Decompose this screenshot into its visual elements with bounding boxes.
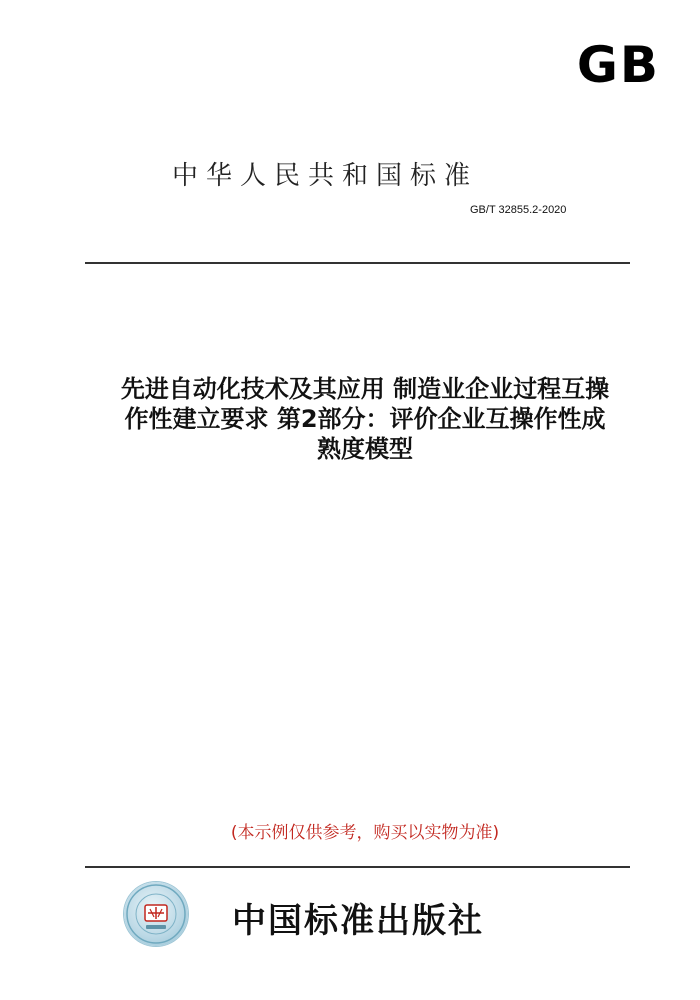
document-title: 先进自动化技术及其应用 制造业企业过程互操 作性建立要求 第2部分：评价企业互操作性成 熟度模型 (120, 375, 610, 463)
gb-logo: GB (576, 36, 660, 94)
sample-disclaimer: (本示例仅供参考，购买以实物为准) (230, 823, 500, 843)
seal-graphic (124, 882, 188, 946)
bottom-divider (85, 866, 630, 868)
publisher-name: 中国标准出版社 (232, 901, 484, 941)
standard-number: GB/T 32855.2-2020 (470, 204, 567, 216)
national-standard-heading: 中华人民共和国标准 (171, 161, 478, 191)
top-divider (85, 262, 630, 264)
publisher-seal-icon (124, 882, 188, 946)
